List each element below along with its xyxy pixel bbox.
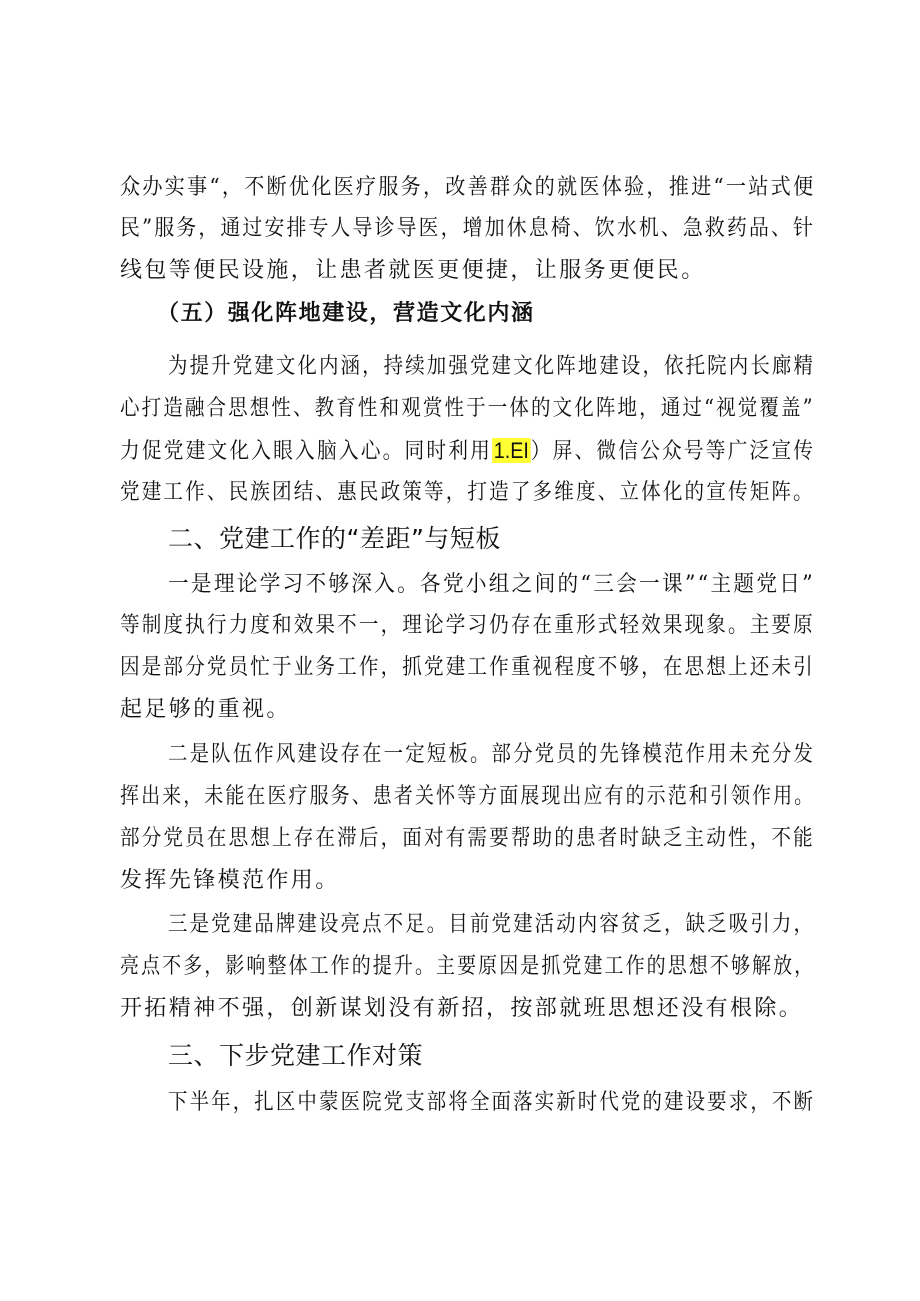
paragraph-line: 一是理论学习不够深入。各党小组之间的“三会一课”“主题党日” — [168, 572, 815, 597]
paragraph-line: 挥出来，未能在医疗服务、患者关怀等方面展现出应有的示范和引领作用。 — [120, 784, 816, 809]
paragraph-line: 线包等便民设施，让患者就医更便捷，让服务更便民。 — [120, 258, 706, 283]
paragraph-line: 心打造融合思想性、教育性和观赏性于一体的文化阵地，通过“视觉覆盖” — [120, 396, 815, 421]
paragraph-line: 部分党员在思想上存在滞后，面对有需要帮助的患者时缺乏主动性，不能 — [120, 826, 815, 851]
paragraph-line: 起足够的重视。 — [120, 697, 291, 722]
paragraph-line: 众办实事“，不断优化医疗服务，改善群众的就医体验，推进“一站式便 — [120, 175, 816, 200]
paragraph-line: 三是党建品牌建设亮点不足。目前党建活动内容贫乏，缺乏吸引力， — [168, 912, 816, 937]
paragraph-line — [120, 436, 815, 467]
paragraph-line: 为提升党建文化内涵，持续加强党建文化阵地建设，依托院内长廊精 — [168, 354, 816, 379]
text-run: ）屏、微信公众号等广泛宣传 — [530, 439, 816, 464]
section-heading: 二、党建工作的“差距”与短板 — [168, 524, 501, 553]
paragraph-line: 发挥先锋模范作用。 — [120, 868, 340, 893]
paragraph-line: 二是队伍作风建设存在一定短板。部分党员的先锋模范作用未充分发 — [168, 742, 816, 767]
paragraph-line: 等制度执行力度和效果不一，理论学习仍存在重形式轻效果现象。主要原 — [120, 613, 815, 638]
paragraph-line: 党建工作、民族团结、惠民政策等，打造了多维度、立体化的宣传矩阵。 — [120, 480, 815, 505]
text-run: 力促党建文化入眼入脑入心。同时利用 — [120, 439, 493, 464]
paragraph-line: 下半年，扎区中蒙医院党支部将全面落实新时代党的建设要求，不断 — [168, 1090, 816, 1115]
paragraph-line: 开拓精神不强，创新谋划没有新招，按部就班思想还没有根除。 — [120, 996, 804, 1021]
section-heading: 三、下步党建工作对策 — [168, 1041, 424, 1070]
subsection-heading: （五）强化阵地建设，营造文化内涵 — [157, 300, 535, 326]
paragraph-line: 民”服务，通过安排专人导诊导医，增加休息椅、饮水机、急救药品、针 — [120, 216, 816, 241]
paragraph-line: 因是部分党员忙于业务工作，抓党建工作重视程度不够，在思想上还未引 — [120, 655, 815, 680]
highlighted-text: 1.EI — [493, 438, 529, 463]
paragraph-line: 亮点不多，影响整体工作的提升。主要原因是抓党建工作的思想不够解放， — [120, 954, 816, 979]
